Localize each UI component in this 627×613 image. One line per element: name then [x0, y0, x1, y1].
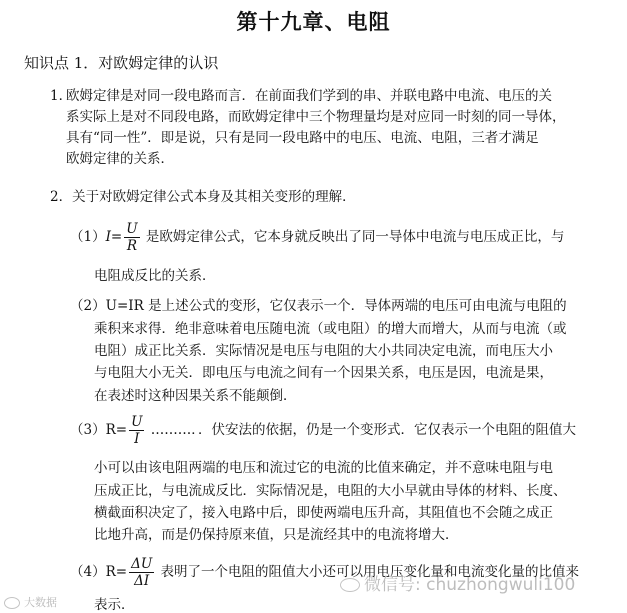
item-3-formula-line: [70, 414, 576, 447]
item-1-line-2: 电阻成反比的关系．: [94, 268, 216, 284]
weibo-logo-icon: [4, 597, 20, 609]
fraction-u-over-i: [129, 414, 144, 447]
item-4-text: 表明了一个电阻的阻值大小还可以用电压变化量和电流变化量的比值来: [156, 564, 580, 580]
fraction-delta-u-over-delta-i: [129, 556, 154, 589]
paragraph-1-line: 欧姆定律是对同一段电路而言．在前面我们学到的串、并联电路中电流、电压的关: [66, 88, 552, 104]
item-2-line: 在表述时这种因果关系不能颠倒．: [94, 388, 297, 404]
fraction-denominator: ΔI: [134, 573, 150, 589]
paragraph-1-line: 欧姆定律的关系．: [66, 151, 174, 167]
wechat-logo-icon: [340, 578, 360, 592]
item-2-line: （2）U=IR 是上述公式的变形，它仅表示一个．导体两端的电压可由电流与电阻的: [70, 298, 567, 314]
paragraph-1-line: 系实际上是对不同段电路，而欧姆定律中三个物理量均是对应同一时刻的同一导体，: [66, 109, 566, 125]
item-1-prefix: （1）: [70, 229, 106, 245]
item-4-line-2: 表示．: [94, 597, 135, 613]
fraction-numerator: ΔU: [131, 556, 153, 572]
item-1-text: 是欧姆定律公式，它本身就反映出了同一导体中电流与电压成正比，与: [141, 229, 565, 245]
item-2-line: 电阻）成正比关系．实际情况是电压与电阻的大小共同决定电流，而电压大小: [94, 343, 553, 359]
watermark-left: [4, 594, 57, 610]
item-2-line: 乘积来求得．绝非意味着电压随电流（或电阻）的增大而增大，从而与电流（或: [94, 321, 567, 337]
fraction-numerator: U: [131, 414, 143, 430]
watermark-right-text: 微信号: chuzhongwuli100: [364, 575, 576, 595]
paragraph-1-line: 具有“同一性”．即是说，只有是同一段电路中的电压、电流、电阻，三者才满足: [66, 130, 539, 146]
fraction-denominator: I: [134, 431, 140, 447]
item-1-lhs: I=: [105, 229, 123, 245]
item-1-formula-line: [70, 221, 564, 254]
item-3-line: 小可以由该电阻两端的电压和流过它的电流的比值来确定，并不意味电阻与电: [94, 460, 553, 476]
paragraph-1-number: 1．: [50, 88, 73, 104]
item-3-text: ………．．伏安法的依据，仍是一个变形式．它仅表示一个电阻的阻值大: [146, 422, 577, 438]
item-2-line: 与电阻大小无关．即电压与电流之间有一个因果关系，电压是因，电流是果，: [94, 365, 553, 381]
item-3-line: 比地升高，而是仍保持原来值，只是流经其中的电流将增大．: [94, 527, 459, 543]
page-title: 第十九章、电阻: [236, 9, 391, 34]
fraction-numerator: U: [126, 221, 138, 237]
item-3-line: 压成正比，与电流成反比．实际情况是，电阻的大小早就由导体的材料、长度、: [94, 483, 567, 499]
paragraph-2: 2．关于对欧姆定律公式本身及其相关变形的理解．: [50, 189, 356, 205]
item-4-prefix: （4）R=: [70, 564, 128, 580]
watermark-left-text: 大数据: [24, 596, 57, 609]
paragraph-1: [50, 86, 610, 170]
fraction-denominator: R: [126, 238, 138, 254]
item-3-line: 横截面积决定了，接入电路中后，即使两端电压升高，其阻值也不会随之成正: [94, 505, 553, 521]
fraction-u-over-r: [124, 221, 139, 254]
item-3-prefix: （3）R=: [70, 422, 128, 438]
knowledge-point-heading: 知识点 1．对欧姆定律的认识: [24, 54, 219, 72]
watermark-right: [340, 570, 575, 595]
